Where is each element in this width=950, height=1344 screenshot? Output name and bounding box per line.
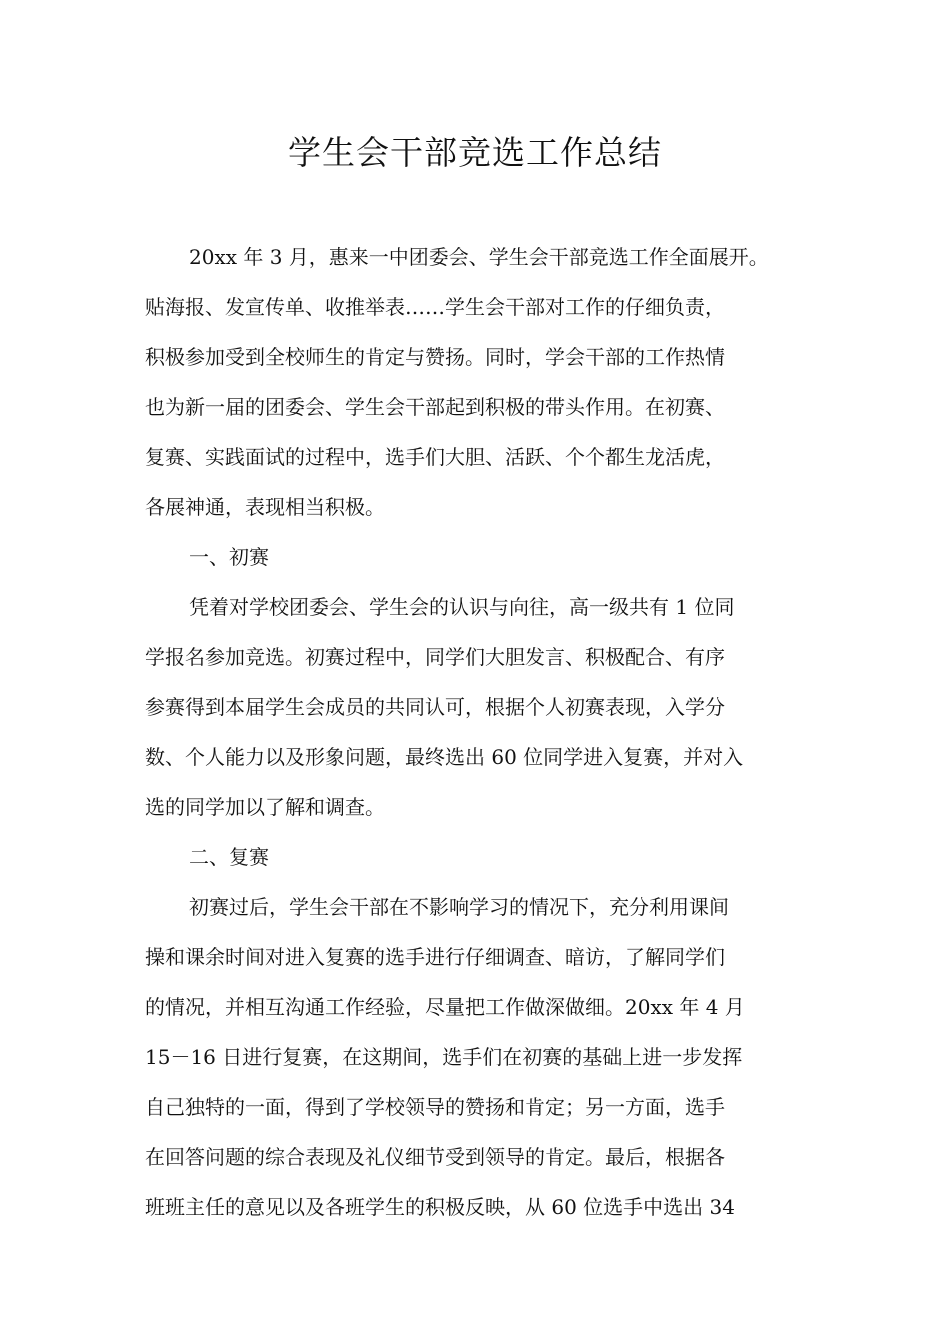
paragraph-line: 学报名参加竞选。初赛过程中，同学们大胆发言、积极配合、有序 — [145, 645, 725, 669]
paragraph-line: 数、个人能力以及形象问题，最终选出 60 位同学进入复赛，并对入 — [145, 745, 744, 769]
paragraph-line: 15－16 日进行复赛，在这期间，选手们在初赛的基础上进一步发挥 — [145, 1045, 743, 1069]
paragraph-line: 凭着对学校团委会、学生会的认识与向往，高一级共有 1 位同 — [189, 595, 735, 619]
paragraph-line: 自己独特的一面，得到了学校领导的赞扬和肯定；另一方面，选手 — [145, 1095, 725, 1119]
paragraph-line: 操和课余时间对进入复赛的选手进行仔细调查、暗访，了解同学们 — [145, 945, 725, 969]
paragraph-line: 也为新一届的团委会、学生会干部起到积极的带头作用。在初赛、 — [145, 395, 725, 419]
paragraph-line: 20xx 年 3 月，惠来一中团委会、学生会干部竞选工作全面展开。 — [189, 245, 769, 269]
paragraph-line: 贴海报、发宣传单、收推举表……学生会干部对工作的仔细负责， — [145, 295, 725, 319]
document-body — [145, 232, 825, 1232]
paragraph-line: 复赛、实践面试的过程中，选手们大胆、活跃、个个都生龙活虎， — [145, 445, 725, 469]
paragraph-line: 的情况，并相互沟通工作经验，尽量把工作做深做细。20xx 年 4 月 — [145, 995, 745, 1019]
paragraph-line: 选的同学加以了解和调查。 — [145, 795, 385, 819]
paragraph-line: 积极参加受到全校师生的肯定与赞扬。同时，学会干部的工作热情 — [145, 345, 725, 369]
paragraph-line: 在回答问题的综合表现及礼仪细节受到领导的肯定。最后，根据各 — [145, 1145, 725, 1169]
section-heading-semifinal: 二、复赛 — [189, 845, 269, 869]
document-title: 学生会干部竞选工作总结 — [288, 133, 662, 172]
section-heading-preliminary: 一、初赛 — [189, 545, 269, 569]
paragraph-line: 班班主任的意见以及各班学生的积极反映，从 60 位选手中选出 34 — [145, 1195, 735, 1219]
paragraph-line: 参赛得到本届学生会成员的共同认可，根据个人初赛表现，入学分 — [145, 695, 725, 719]
paragraph-line: 各展神通，表现相当积极。 — [145, 495, 385, 519]
paragraph-line: 初赛过后，学生会干部在不影响学习的情况下，充分利用课间 — [189, 895, 729, 919]
